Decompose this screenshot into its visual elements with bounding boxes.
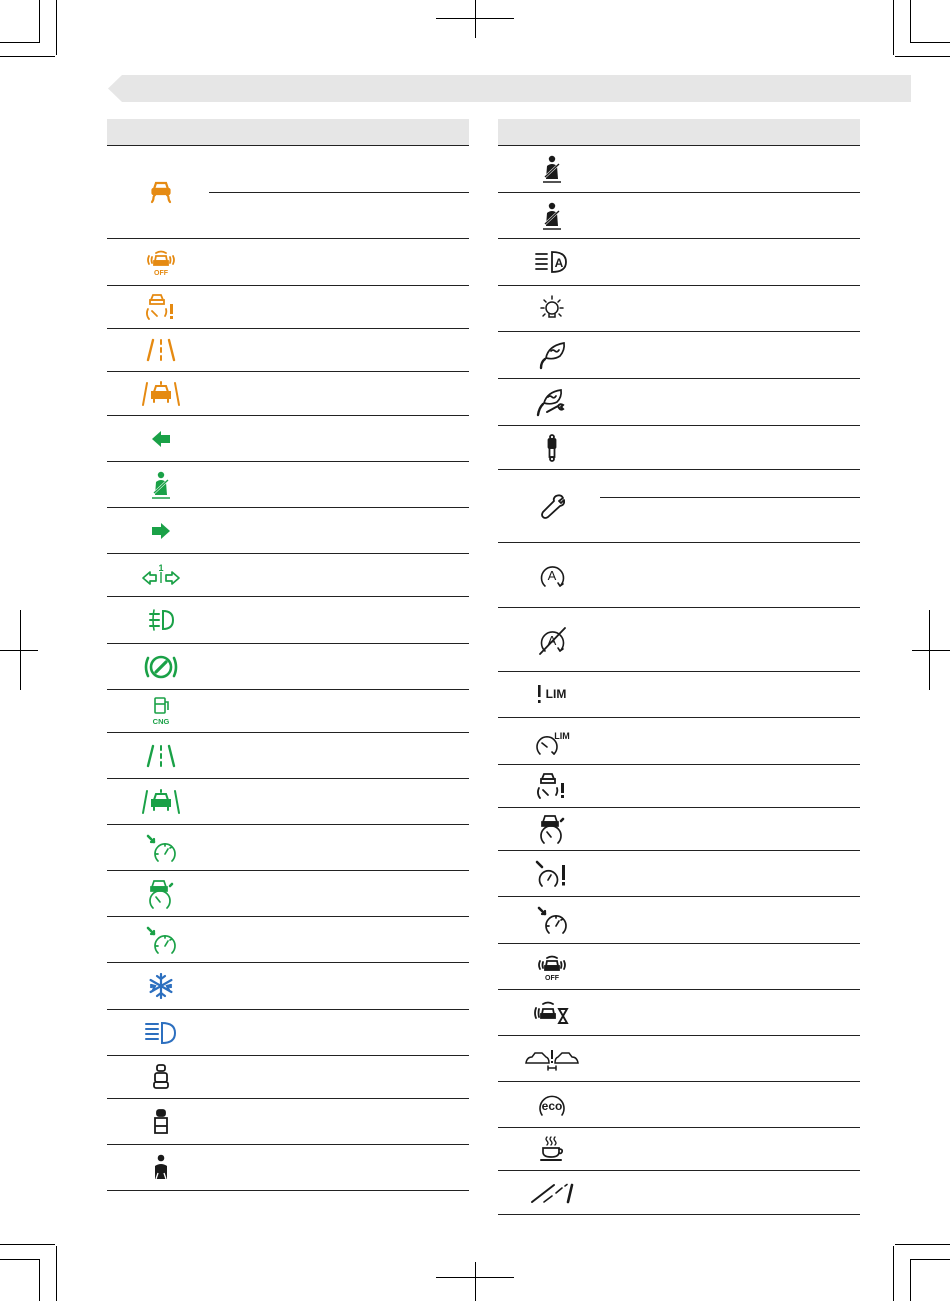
table-row: [107, 416, 469, 462]
crop-mark: [0, 56, 55, 57]
adaptive-cruise-control-icon: [133, 878, 189, 910]
table-row: [107, 1010, 469, 1056]
car-sensors-hourglass-icon: [524, 997, 580, 1029]
lane-assist-icon: [133, 334, 189, 366]
table-row: [107, 597, 469, 644]
parking-brake-icon: [133, 651, 189, 683]
arrow-right-icon: [133, 515, 189, 547]
turn-signal-trailer-icon: [133, 559, 189, 591]
lim-label: LIM: [545, 686, 567, 701]
windscreen-wiper-service-icon: [524, 386, 580, 418]
cruise-control-warning-icon: [524, 858, 580, 890]
seatbelt-icon: [524, 200, 580, 232]
right-indicator-table: [498, 119, 860, 1215]
wrench-icon: [524, 490, 580, 522]
crop-mark: [910, 1259, 911, 1301]
start-stop-off-label: A: [547, 632, 557, 648]
start-stop-icon: [524, 559, 580, 591]
start-stop-off-icon: [524, 624, 580, 656]
table-row: [107, 1099, 469, 1145]
table-row: [107, 146, 469, 239]
table-row: [498, 990, 860, 1036]
eco-icon: [524, 1089, 580, 1121]
table-row: [107, 239, 469, 286]
table-row: [498, 1128, 860, 1171]
crop-mark: [910, 1259, 950, 1260]
table-row: [498, 1082, 860, 1128]
crop-mark: [0, 1244, 55, 1245]
table-row: [498, 1036, 860, 1082]
table-row: [498, 608, 860, 672]
table-row: [107, 963, 469, 1010]
table-row: [107, 917, 469, 963]
table-row: [107, 871, 469, 917]
seatbelt-icon: [524, 153, 580, 185]
adaptive-cruise-control-icon: [524, 813, 580, 845]
auto-headlight-icon: [524, 246, 580, 278]
table-row: [107, 286, 469, 329]
table-row: [498, 379, 860, 426]
crop-mark: [895, 56, 950, 57]
car-speedometer-warning-icon: [133, 291, 189, 323]
table-row: [107, 554, 469, 597]
table-row: [498, 944, 860, 990]
table-row: [498, 146, 860, 193]
crop-mark: [0, 650, 38, 651]
table-row: [107, 329, 469, 372]
shock-absorber-icon: [524, 432, 580, 464]
row-divider: [600, 497, 860, 498]
lim-label: LIM: [554, 731, 570, 741]
table-row: [107, 1145, 469, 1191]
washer-fluid-icon: [524, 339, 580, 371]
cruise-control-icon: [133, 924, 189, 956]
table-row: [498, 239, 860, 286]
snowflake-icon: [133, 970, 189, 1002]
table-row: [498, 1171, 860, 1215]
crop-mark: [56, 0, 57, 55]
crop-mark: [436, 1277, 514, 1278]
crop-mark: [436, 18, 514, 19]
table-row: [498, 286, 860, 332]
bulb-failure-icon: [524, 293, 580, 325]
crop-mark: [39, 0, 40, 42]
crop-mark: [56, 1246, 57, 1301]
car-speedometer-warning-icon: [524, 770, 580, 802]
crop-mark: [475, 1262, 476, 1301]
table-row: [498, 718, 860, 765]
table-row: [498, 672, 860, 718]
table-row: [107, 779, 469, 825]
cruise-control-icon: [133, 832, 189, 864]
table-header: [498, 119, 860, 146]
cruise-control-icon: [524, 904, 580, 936]
off-label: OFF: [545, 974, 559, 982]
crop-mark: [893, 1246, 894, 1301]
crop-mark: [895, 1244, 950, 1245]
table-row: [498, 808, 860, 851]
lane-assist-car-icon: [133, 786, 189, 818]
row-divider: [209, 192, 469, 193]
table-row: [498, 543, 860, 608]
lane-assist-icon: [133, 740, 189, 772]
table-row: [107, 372, 469, 416]
table-row: [498, 193, 860, 239]
crop-mark: [893, 0, 894, 55]
header-banner: [108, 75, 911, 102]
trailer-number: 1: [158, 563, 164, 573]
table-row: [498, 897, 860, 944]
speed-limiter-icon: [524, 725, 580, 757]
coffee-cup-icon: [524, 1133, 580, 1165]
table-row: [107, 690, 469, 733]
table-row: [498, 470, 860, 543]
table-row: [107, 462, 469, 508]
crop-mark: [912, 650, 950, 651]
lane-assist-car-icon: [133, 378, 189, 410]
crop-mark: [0, 1259, 40, 1260]
car-skid-icon: [133, 176, 189, 208]
table-row: [107, 644, 469, 690]
road-icon: [524, 1177, 580, 1209]
front-fog-light-icon: [133, 604, 189, 636]
crop-mark: [910, 0, 911, 42]
seat-occupancy-outline-icon: [133, 1061, 189, 1093]
crop-mark: [910, 42, 950, 43]
high-beam-icon: [133, 1017, 189, 1049]
table-row: [107, 733, 469, 779]
table-row: [498, 851, 860, 897]
off-label: OFF: [154, 270, 168, 277]
table-row: [498, 426, 860, 470]
crop-mark: [0, 42, 40, 43]
speed-limiter-warning-icon: [524, 679, 580, 711]
distance-warning-icon: [524, 1043, 580, 1075]
table-row: [498, 332, 860, 379]
cng-label: CNG: [152, 717, 170, 726]
car-sensors-off-icon: [133, 246, 189, 278]
seat-occupancy-icon: [133, 1106, 189, 1138]
crop-mark: [39, 1259, 40, 1301]
table-row: [498, 765, 860, 808]
seatbelt-icon: [133, 469, 189, 501]
auto-label: A: [554, 256, 564, 270]
car-sensors-off-icon: [524, 951, 580, 983]
table-row: [107, 825, 469, 871]
start-stop-label: A: [547, 568, 557, 583]
table-header: [107, 119, 469, 146]
crop-mark: [475, 0, 476, 38]
left-indicator-table: [107, 119, 469, 1191]
passenger-occupied-icon: [133, 1152, 189, 1184]
arrow-left-icon: [133, 423, 189, 455]
eco-label: eco: [541, 1098, 563, 1113]
cng-fuel-icon: [133, 695, 189, 727]
table-row: [107, 1056, 469, 1099]
table-row: [107, 508, 469, 554]
